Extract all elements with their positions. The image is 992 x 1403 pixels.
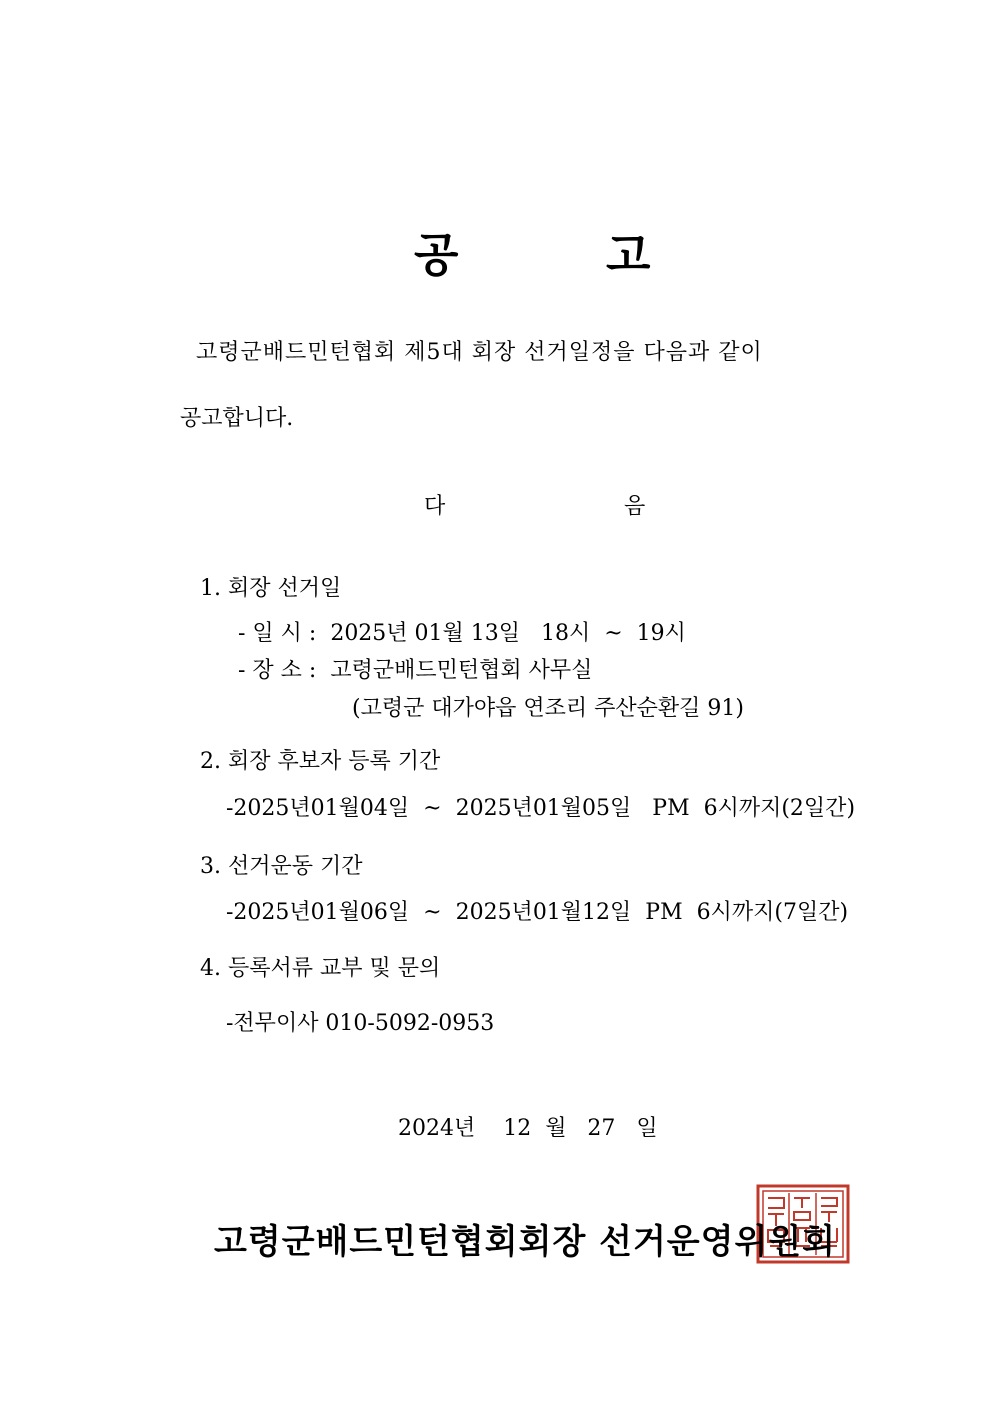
intro-line-2: 공고합니다. <box>180 406 294 431</box>
section-1-heading: 1. 회장 선거일 <box>200 576 342 601</box>
section-3-heading: 3. 선거운동 기간 <box>200 854 363 879</box>
section-2-heading: 2. 회장 후보자 등록 기간 <box>200 749 441 774</box>
divider-char-2: 음 <box>624 494 646 519</box>
section-1-address: (고령군 대가야읍 연조리 주산순환길 91) <box>352 696 744 721</box>
title-char-1: 공 <box>414 228 459 282</box>
section-1-place: - 장 소 : 고령군배드민턴협회 사무실 <box>238 658 593 683</box>
section-3-period: -2025년01월06일 ~ 2025년01월12일 PM 6시까지(7일간) <box>226 900 849 925</box>
intro-line-1: 고령군배드민턴협회 제5대 회장 선거일정을 다음과 같이 <box>196 340 763 365</box>
signature-line: 고령군배드민턴협회회장 선거운영위원회 <box>214 1222 837 1262</box>
section-4-contact: -전무이사 010-5092-0953 <box>226 1011 495 1036</box>
title-char-2: 고 <box>606 228 651 282</box>
section-4-heading: 4. 등록서류 교부 및 문의 <box>200 956 441 981</box>
section-1-datetime: - 일 시 : 2025년 01월 13일 18시 ~ 19시 <box>238 621 686 646</box>
notice-date: 2024년 12 월 27 일 <box>398 1116 658 1141</box>
section-2-period: -2025년01월04일 ~ 2025년01월05일 PM 6시까지(2일간) <box>226 796 856 821</box>
divider-char-1: 다 <box>424 494 446 519</box>
